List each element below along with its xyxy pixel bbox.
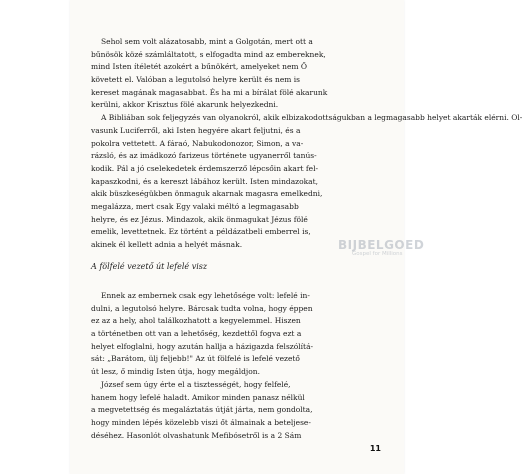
text-line: dulni, a legutolsó helyre. Bárcsak tudta volna, hogy éppen [91, 303, 313, 313]
page-number: 11 [369, 444, 381, 453]
upper-text-block [91, 36, 522, 252]
text-line: követett el. Valóban a legutolsó helyre került és nem is [91, 75, 300, 85]
text-line: vasunk Luciferről, aki Isten hegyére akart feljutni, és a [91, 125, 301, 135]
text-line: mind Isten ítéletét azokért a bűnökért, amelyeket nem Ő [91, 62, 308, 72]
watermark-tagline: Gospel for Millions [352, 251, 403, 257]
text-line: helyre, és ez Jézus. Mindazok, akik önmagukat Jézus fölé [91, 214, 308, 224]
book-page [70, 0, 522, 474]
watermark-brand: BIJBELGOED [338, 238, 425, 252]
text-line: hogy minden lépés közelebb viszi őt álmainak a beteljese- [91, 417, 311, 427]
text-line: akik büszkeségükben önmaguk akarnak magasra emelkedni, [91, 189, 323, 199]
paragraph-3 [91, 290, 383, 379]
text-line: hanem hogy lefelé haladt. Amikor minden panasz nélkül [91, 392, 305, 402]
text-line: József sem úgy érte el a tisztességét, hogy felfelé, [101, 379, 291, 389]
text-line: akinek él kellett adnia a helyét másnak. [91, 240, 243, 249]
text-line: kapaszkodni, és a kereszt lábához került. Isten mindazokat, [91, 176, 319, 186]
text-line: emelik, levettetnek. Ez történt a példázatbeli emberrel is, [91, 227, 311, 237]
text-line: a megvetettség és megaláztatás útját járta, nem gondolta, [91, 405, 313, 415]
section-heading: A fölfelé vezető út lefelé visz [91, 262, 208, 271]
text-line: megalázza, mert csak Egy valaki méltó a legmagasabb [91, 201, 299, 211]
paragraph-1 [91, 36, 383, 112]
text-line: Ennek az embernek csak egy lehetősége volt: lefelé in- [101, 291, 310, 300]
text-line: a történetben ott van a lehetőség, kezdettől fogva ezt a [91, 329, 302, 339]
text-line: pokolra vettetett. A fáraó, Nabukodonozor, Simon, a va- [91, 138, 304, 148]
text-line: sát: „Barátom, ülj feljebb!" Az út fölfelé is lefelé vezető [91, 354, 300, 364]
text-line: Sehol sem volt alázatosabb, mint a Golgotán, mert ott a [101, 37, 313, 46]
text-line: helyet elfoglalni, hogy azután hallja a házigazda felszólítá- [91, 341, 314, 351]
text-line: kerülni, akkor Krisztus fölé akarunk helyezkedni. [91, 100, 279, 110]
paragraph-2 [91, 112, 522, 252]
text-line: út lesz, ő mindig Isten útja, hogy megáldjon. [91, 367, 260, 377]
text-line: kodik. Pál a jó cselekedetek érdemszerző lépcsőin akart fel- [91, 163, 319, 173]
text-line: A Bibliában sok feljegyzés van olyanokról, akik elbizakodottságukban a legmagasabb helyet akarták elérni. Ol- [101, 113, 522, 123]
text-line: déséhez. Hasonlót olvashatunk Mefibósetről is a 2 Sám [91, 430, 302, 440]
text-line: kereset magának magasabbat. És ha mi a bírálat fölé akarunk [91, 87, 328, 97]
paragraph-4 [91, 379, 383, 442]
text-line: rázsló, és az imádkozó farizeus története ugyanerről tanús- [91, 151, 317, 161]
lower-text-block [91, 290, 383, 442]
text-line: ez az a hely, ahol találkozhatott a kegyelemmel. Hiszen [91, 316, 301, 326]
text-line: bűnösök közé számláltatott, s elfogadta mind az embereknek, [91, 49, 326, 59]
